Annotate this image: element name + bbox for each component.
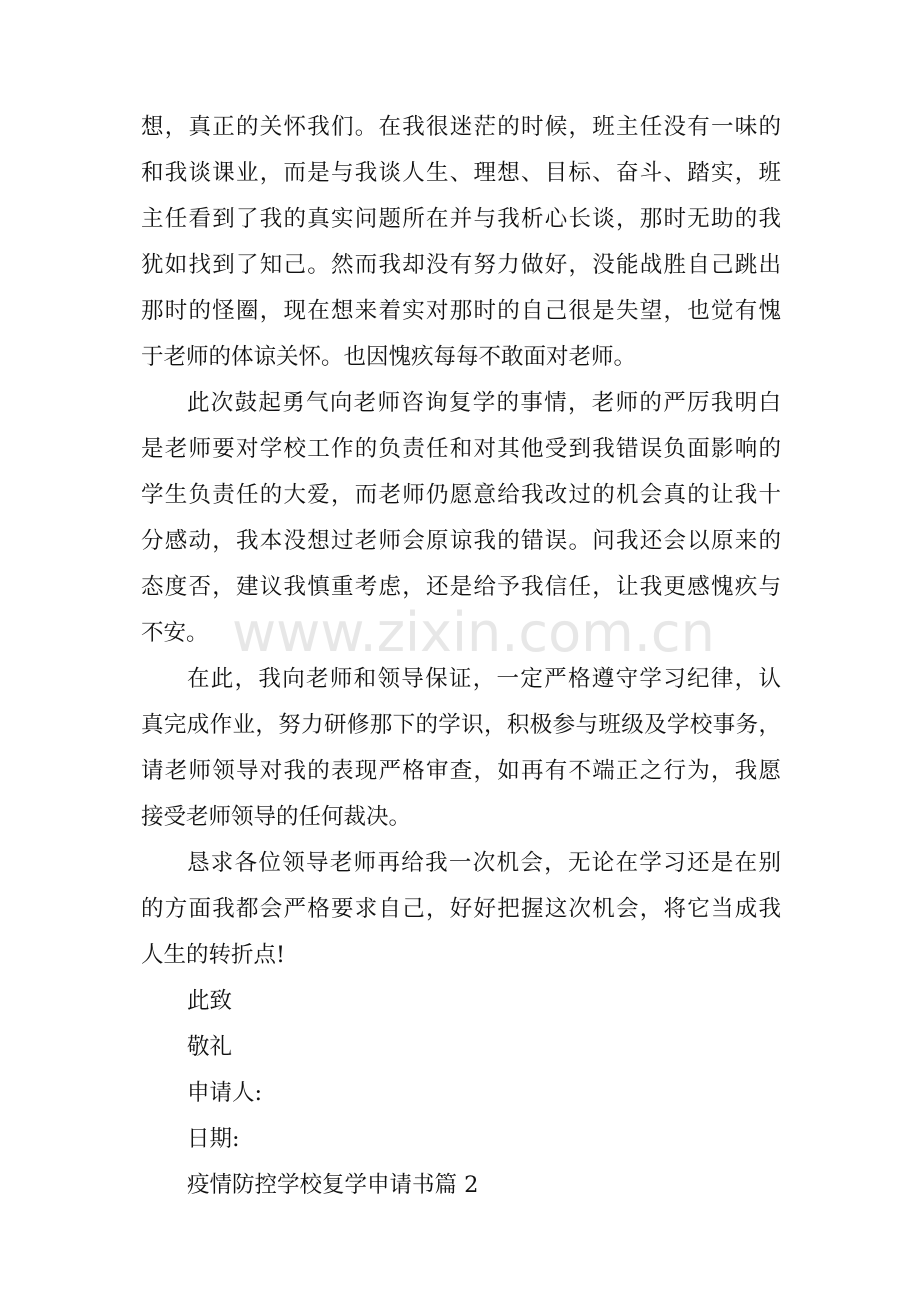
text-line: 态度否，建议我慎重考虑，还是给予我信任，让我更感愧疚与: [141, 574, 781, 600]
text-line: 接受老师领导的任何裁决。: [141, 804, 412, 830]
text-line: 真完成作业，努力研修那下的学识，积极参与班级及学校事务，: [141, 712, 781, 738]
text-line: 是老师要对学校工作的负责任和对其他受到我错误负面影响的: [141, 436, 781, 462]
text-line: 的方面我都会严格要求自己，好好把握这次机会，将它当成我: [141, 896, 781, 922]
text-line: 和我谈课业，而是与我谈人生、理想、目标、奋斗、踏实，班: [141, 160, 781, 186]
text-line: 犹如找到了知己。然而我却没有努力做好，没能战胜自己跳出: [141, 252, 781, 278]
text-line: 想，真正的关怀我们。在我很迷茫的时候，班主任没有一味的: [141, 114, 781, 140]
text-line: 此次鼓起勇气向老师咨询复学的事情，老师的严厉我明白: [187, 390, 781, 416]
text-line: 敬礼: [187, 1034, 233, 1060]
text-line: 在此，我向老师和领导保证，一定严格遵守学习纪律，认: [187, 666, 781, 692]
text-line: 疫情防控学校复学申请书篇 2: [187, 1172, 479, 1198]
text-line: 于老师的体谅关怀。也因愧疚每每不敢面对老师。: [141, 344, 637, 370]
text-line: 学生负责任的大爱，而老师仍愿意给我改过的机会真的让我十: [141, 482, 781, 508]
text-line: 人生的转折点!: [141, 942, 286, 968]
text-line: 申请人:: [187, 1080, 263, 1106]
text-line: 恳求各位领导老师再给我一次机会，无论在学习还是在别: [187, 850, 781, 876]
text-line: 分感动，我本没想过老师会原谅我的错误。问我还会以原来的: [141, 528, 781, 554]
document-body: [141, 104, 781, 1208]
text-line: 主任看到了我的真实问题所在并与我析心长谈，那时无助的我: [141, 206, 781, 232]
text-line: 此致: [187, 988, 233, 1014]
text-line: 日期:: [187, 1126, 240, 1152]
text-line: 那时的怪圈，现在想来着实对那时的自己很是失望，也觉有愧: [141, 298, 781, 324]
text-line: 不安。: [141, 620, 209, 646]
watermark: www.zixin.com.cn: [232, 601, 715, 664]
text-line: 请老师领导对我的表现严格审查，如再有不端正之行为，我愿: [141, 758, 781, 784]
